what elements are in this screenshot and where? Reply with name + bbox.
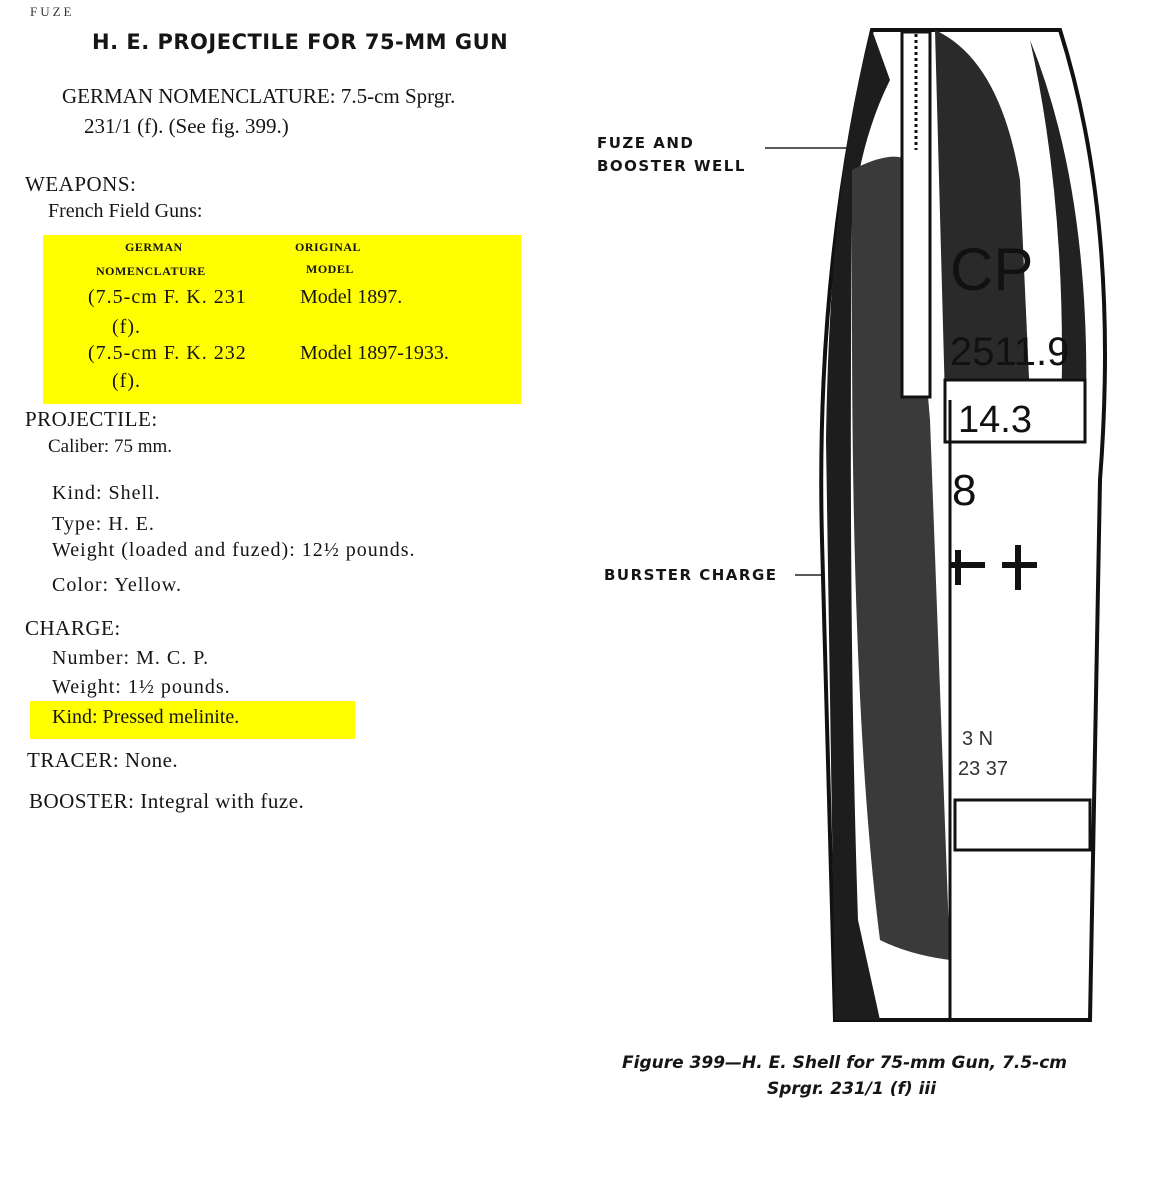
- weapon-row-2-german: (7.5-cm F. K. 232: [88, 342, 247, 364]
- marking-cp: CP: [950, 236, 1034, 303]
- label-fuze-booster-well-line2: BOOSTER WELL: [597, 157, 746, 175]
- marking-5: 23 37: [958, 758, 1009, 780]
- nomenclature-line-1: GERMAN NOMENCLATURE: 7.5-cm Sprgr.: [62, 84, 456, 108]
- marking-1: 2511.9: [950, 330, 1070, 374]
- projectile-caliber: Caliber: 75 mm.: [48, 436, 173, 457]
- figure-caption-line-1: Figure 399—H. E. Shell for 75-mm Gun, 7.5-cm: [622, 1053, 1068, 1073]
- charge-number: Number: M. C. P.: [52, 647, 210, 669]
- projectile-weight: Weight (loaded and fuzed): 12½ pounds.: [52, 539, 416, 561]
- tracer-line: TRACER: None.: [27, 748, 179, 772]
- column-header-german: GERMAN: [125, 240, 183, 254]
- weapons-subheading: French Field Guns:: [48, 200, 203, 222]
- weapons-heading: WEAPONS:: [25, 172, 137, 196]
- weapon-row-1-german: (7.5-cm F. K. 231: [88, 286, 247, 308]
- page-top-fragment: FUZE: [30, 4, 75, 19]
- weapon-row-2-german-cont: (f).: [112, 370, 141, 392]
- charge-heading: CHARGE:: [25, 616, 121, 640]
- projectile-color: Color: Yellow.: [52, 574, 182, 596]
- charge-weight: Weight: 1½ pounds.: [52, 676, 231, 698]
- weapon-row-1-german-cont: (f).: [112, 316, 141, 338]
- marking-2: 14.3: [958, 399, 1032, 441]
- weapon-row-1-original: Model 1897.: [300, 286, 403, 308]
- figure-caption-line-2: Sprgr. 231/1 (f) iii: [767, 1079, 937, 1099]
- projectile-kind: Kind: Shell.: [52, 482, 161, 504]
- rotating-band: [955, 800, 1090, 850]
- charge-kind: Kind: Pressed melinite.: [52, 706, 240, 728]
- projectile-type: Type: H. E.: [52, 513, 155, 535]
- fuze-well: [902, 32, 930, 397]
- booster-line: BOOSTER: Integral with fuze.: [29, 789, 305, 813]
- marking-3: 8: [952, 466, 977, 515]
- column-header-original: ORIGINAL: [295, 240, 362, 254]
- page-title: H. E. PROJECTILE FOR 75-MM GUN: [92, 30, 509, 54]
- label-burster-charge: BURSTER CHARGE: [604, 566, 778, 584]
- nomenclature-line-2: 231/1 (f). (See fig. 399.): [84, 114, 289, 138]
- weapon-row-2-original: Model 1897-1933.: [300, 342, 449, 364]
- label-fuze-booster-well-line1: FUZE AND: [597, 134, 695, 152]
- column-header-model: MODEL: [306, 262, 354, 276]
- projectile-heading: PROJECTILE:: [25, 407, 158, 431]
- column-header-nomenclature: NOMENCLATURE: [96, 264, 206, 278]
- marking-4: 3 N: [962, 728, 994, 750]
